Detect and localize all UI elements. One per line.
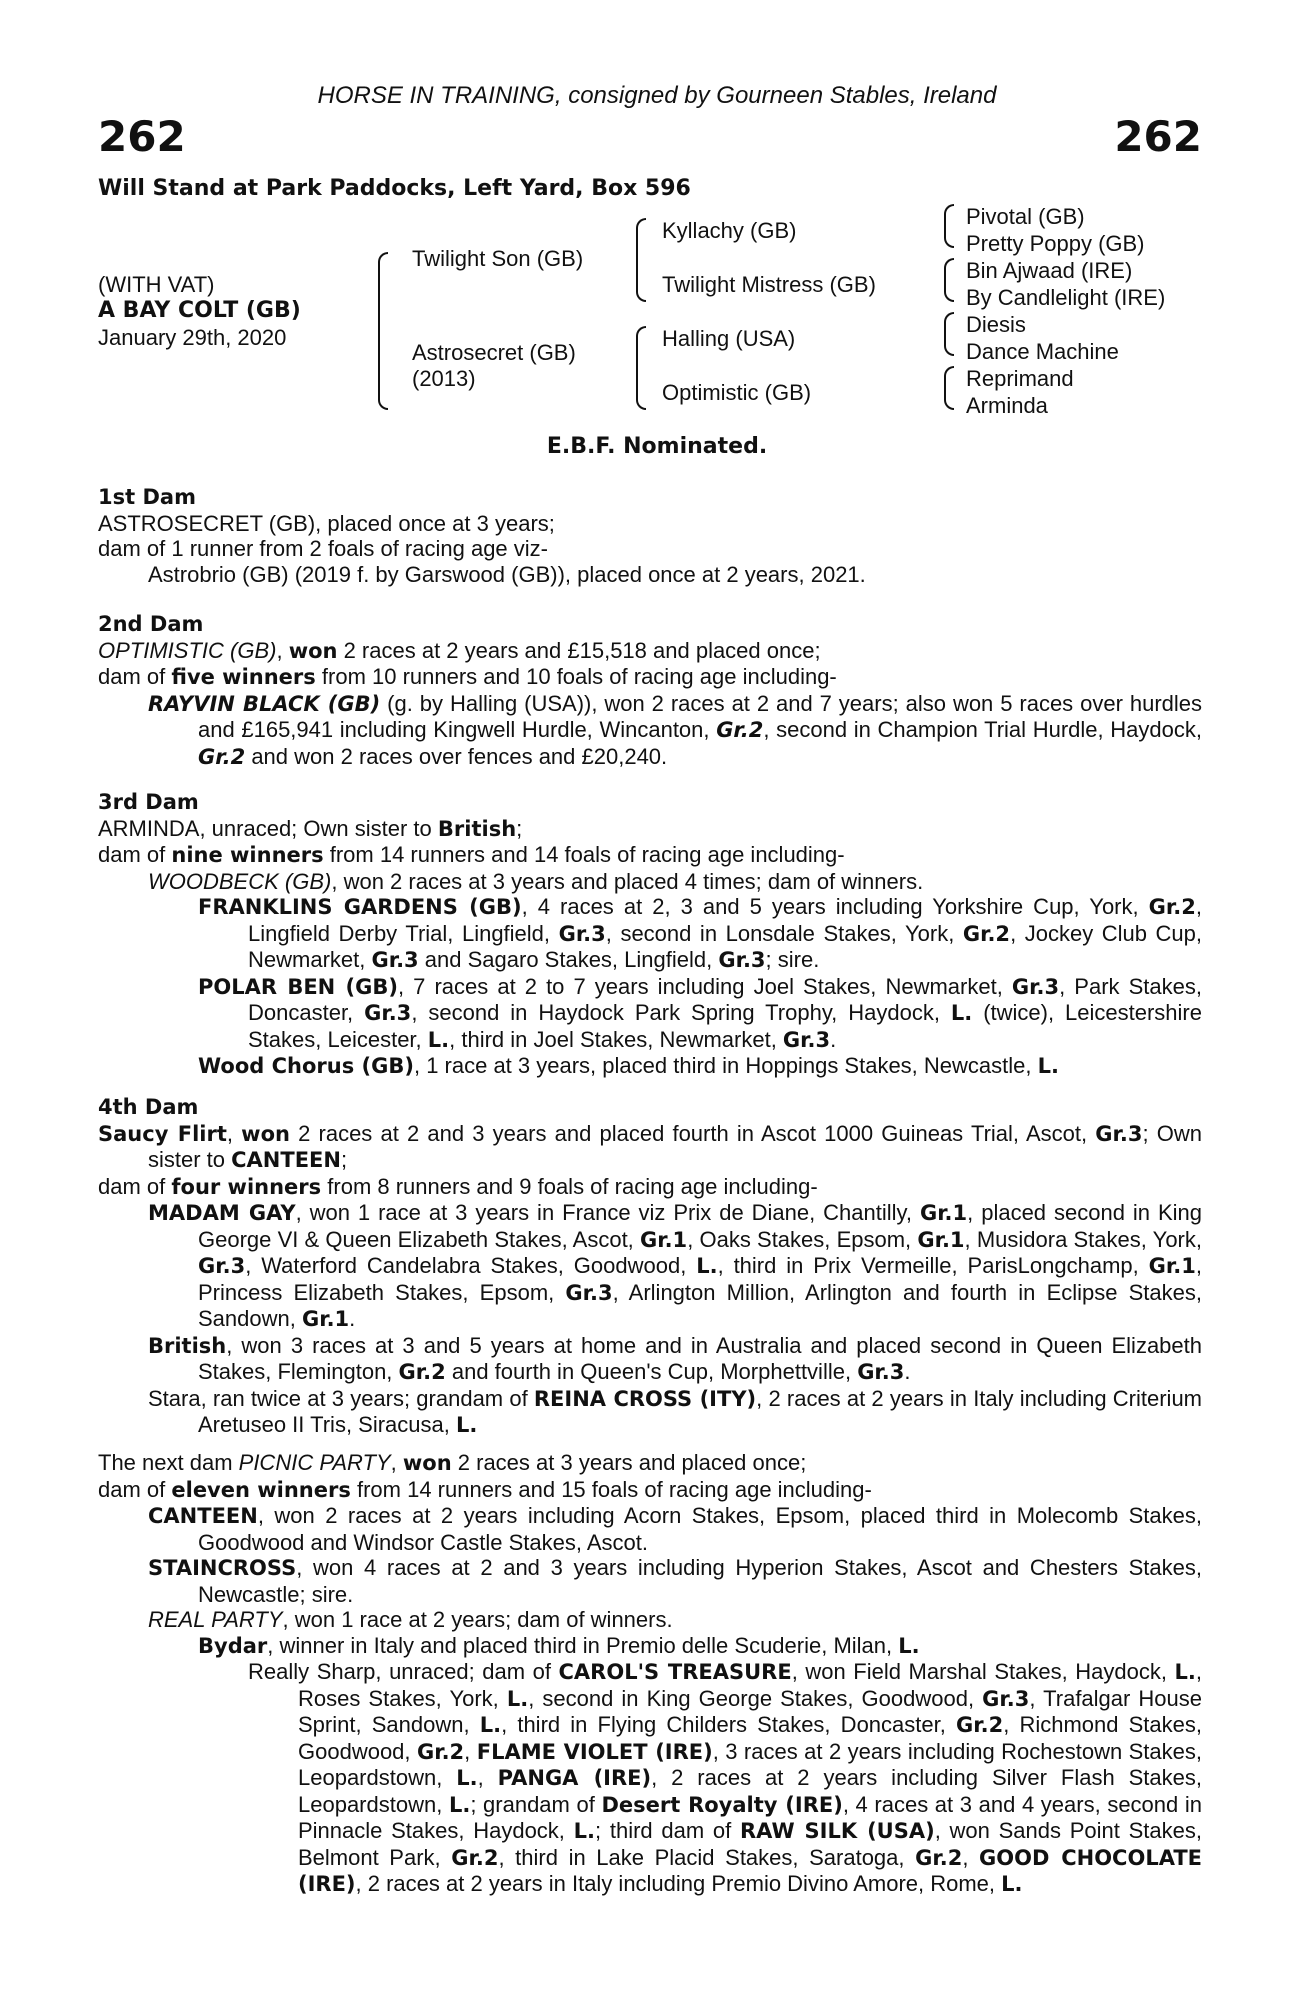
pedigree-brace-g2 — [944, 258, 954, 302]
produce-name: MADAM GAY — [148, 1201, 296, 1225]
lot-number-right: 262 — [1114, 112, 1202, 161]
produce-name: STAINCROSS — [148, 1556, 297, 1580]
produce-name: FRANKLINS GARDENS (GB) — [198, 895, 522, 919]
pedigree-dam: Astrosecret (GB) — [412, 340, 576, 365]
listed-label: L. — [950, 1001, 973, 1025]
text: , 7 races at 2 to 7 years including Joel Stakes, Newmarket, — [397, 973, 1012, 999]
second-dam-section — [98, 611, 1202, 770]
text: , won 1 race at 3 years in France viz Prix de Diane, Chantilly, — [295, 1200, 920, 1225]
grade-label: Gr.3 — [1011, 974, 1060, 999]
really-sharp-entry — [98, 1659, 1202, 1898]
grade-label: Gr.2 — [1148, 895, 1196, 919]
wood-chorus-entry — [98, 1053, 1202, 1080]
dam-name: Saucy Flirt — [98, 1121, 227, 1146]
first-dam-produce: Astrobrio (GB) (2019 f. by Garswood (GB)), placed once at 2 years, 2021. — [148, 561, 866, 587]
grade-label: Gr.2 — [962, 921, 1011, 946]
pedigree-brace-g4 — [944, 366, 954, 410]
text: dam of — [98, 664, 172, 689]
listed-label: L. — [427, 1027, 450, 1052]
text: , third in Prix Vermeille, ParisLongchamp, — [717, 1253, 1149, 1278]
listed-label: L. — [696, 1254, 718, 1278]
franklins-gardens-entry — [98, 894, 1202, 974]
fourth-dam-line1 — [98, 1121, 1202, 1174]
text: , Oaks Stakes, Epsom, — [687, 1226, 918, 1252]
pedigree-sire-sire: Kyllachy (GB) — [662, 218, 797, 243]
grade-label: Gr.3 — [371, 948, 419, 972]
fourth-dam-section — [98, 1094, 1202, 1439]
text: , third in Joel Stakes, Newmarket, — [449, 1026, 783, 1052]
listed-label: L. — [456, 1766, 478, 1790]
text: (g. by Halling (USA)), won 2 races at 2 and 7 years; also won 5 races over hurdles and £165,941 including Kingwell Hurdle, Wincanton, — [198, 690, 1202, 742]
won-label: won — [241, 1121, 290, 1146]
pedigree-brace-g1 — [944, 204, 954, 248]
text: , won 4 races at 2 and 3 years including Hyperion Stakes, Ascot and Chesters Stakes, Newcastle; sire. — [198, 1555, 1202, 1607]
first-dam-line1: ASTROSECRET (GB), placed once at 3 years; — [98, 510, 555, 536]
sibling-name: CANTEEN — [231, 1148, 341, 1172]
text: , Princess Elizabeth Stakes, Epsom, — [198, 1253, 1202, 1305]
text: from 10 runners and 10 foals of racing age including- — [315, 664, 837, 689]
horse-name: A BAY COLT (GB) — [98, 298, 301, 323]
pedigree-dam-sire: Halling (USA) — [662, 326, 796, 351]
produce-name: PANGA (IRE) — [497, 1766, 652, 1790]
text: , won 1 race at 2 years; dam of winners. — [282, 1607, 673, 1632]
catalogue-header: HORSE IN TRAINING, consigned by Gourneen Stables, Ireland — [317, 82, 997, 109]
second-dam-line1 — [98, 638, 1202, 665]
produce-name: CAROL'S TREASURE — [558, 1660, 792, 1684]
text: from 8 runners and 9 foals of racing age including- — [321, 1173, 818, 1199]
text: , placed second in King George VI & Queen Elizabeth Stakes, Ascot, — [198, 1200, 1202, 1252]
pedigree-gen3-5: Diesis — [966, 312, 1026, 337]
text: from 14 runners and 15 foals of racing age including- — [350, 1476, 872, 1502]
text: , winner in Italy and placed third in Premio delle Scuderie, Milan, — [267, 1632, 899, 1658]
grade-label: Gr.3 — [1095, 1121, 1143, 1146]
pedigree-gen3-6: Dance Machine — [966, 339, 1119, 364]
text: The next dam — [98, 1450, 239, 1475]
produce-name: RAW SILK (USA) — [739, 1819, 935, 1843]
grade-label: Gr.1 — [639, 1227, 688, 1252]
pedigree-dam-year: (2013) — [412, 366, 476, 391]
second-dam-heading: 2nd Dam — [98, 612, 204, 636]
text: , 3 races at 2 years including Rochestown Stakes, Leopardstown, — [298, 1738, 1202, 1790]
pedigree-brace-sire — [636, 218, 646, 302]
dam-name: PICNIC PARTY — [238, 1450, 391, 1475]
pedigree-dam-dam: Optimistic (GB) — [662, 380, 812, 405]
listed-label: L. — [1001, 1872, 1023, 1896]
pedigree-gen3-7: Reprimand — [966, 366, 1074, 391]
grade-label: Gr.2 — [716, 718, 764, 742]
text: from 14 runners and 14 foals of racing age including- — [323, 842, 845, 867]
fourth-dam-line2 — [98, 1174, 1202, 1201]
text: , — [962, 1844, 980, 1870]
third-dam-line2 — [98, 842, 1202, 869]
pedigree-sire: Twilight Son (GB) — [412, 246, 584, 271]
text: , second in Lonsdale Stakes, York, — [605, 920, 963, 946]
listed-label: L. — [448, 1792, 471, 1817]
text: , — [477, 1765, 498, 1790]
foaling-date: January 29th, 2020 — [98, 325, 287, 350]
next-dam-line2 — [98, 1477, 1202, 1504]
stara-entry — [98, 1386, 1202, 1439]
won-label: won — [402, 1451, 452, 1475]
text: , 2 races at 2 years in Italy including Criterium Aretuseo II Tris, Siracusa, — [198, 1385, 1203, 1437]
bydar-entry — [98, 1633, 1202, 1660]
text: , won 2 races at 2 years including Acorn Stakes, Epsom, placed third in Molecomb Stakes, Goodwood and Windsor Castle Stakes, Ascot. — [198, 1503, 1202, 1555]
winners-count: five winners — [171, 665, 316, 689]
produce-name: Wood Chorus (GB) — [198, 1054, 414, 1078]
text: ; Own sister to — [148, 1120, 1202, 1172]
pedigree-gen3-4: By Candlelight (IRE) — [966, 285, 1166, 310]
produce-name: WOODBECK (GB) — [148, 868, 332, 894]
grade-label: Gr.3 — [782, 1027, 831, 1052]
pedigree-gen3-2: Pretty Poppy (GB) — [966, 231, 1145, 256]
real-party-entry — [98, 1607, 1202, 1633]
staincross-entry — [98, 1555, 1202, 1607]
listed-label: L. — [506, 1686, 529, 1711]
text: , third in Lake Placid Stakes, Saratoga, — [498, 1844, 916, 1870]
text: Stara, ran twice at 3 years; grandam of — [148, 1385, 534, 1411]
winners-count: four winners — [171, 1174, 322, 1199]
third-dam-line1 — [98, 816, 1202, 843]
second-dam-name: OPTIMISTIC (GB) — [98, 637, 277, 663]
produce-name: Desert Royalty (IRE) — [601, 1792, 843, 1817]
text: 2 races at 2 and 3 years and placed fourth in Ascot 1000 Guineas Trial, Ascot, — [289, 1120, 1096, 1146]
text: , second in Champion Trial Hurdle, Haydock, — [763, 717, 1202, 742]
grade-label: Gr.3 — [565, 1280, 613, 1305]
text: , won Field Marshal Stakes, Haydock, — [791, 1659, 1175, 1684]
won-label: won — [288, 638, 338, 663]
grade-label: Gr.3 — [558, 921, 606, 946]
produce-name: REINA CROSS (ITY) — [533, 1386, 757, 1411]
madam-gay-entry — [98, 1200, 1202, 1333]
text: ; — [340, 1147, 348, 1172]
stand-location: Will Stand at Park Paddocks, Left Yard, Box 596 — [98, 176, 691, 201]
produce-name: Bydar — [198, 1633, 268, 1658]
text: , Waterford Candelabra Stakes, Goodwood, — [245, 1253, 697, 1278]
ebf-note: E.B.F. Nominated. — [546, 434, 768, 459]
text: dam of — [98, 1173, 172, 1199]
text: , second in King George Stakes, Goodwood, — [528, 1685, 983, 1711]
text: , 1 race at 3 years, placed third in Hoppings Stakes, Newcastle, — [413, 1053, 1038, 1078]
text: (twice), Leicestershire Stakes, Leicester, — [248, 1000, 1202, 1052]
third-dam-section — [98, 789, 1202, 1080]
polar-ben-entry — [98, 974, 1202, 1054]
grade-label: Gr.2 — [198, 744, 246, 769]
text: ; third dam of — [595, 1818, 740, 1843]
text: , won Sands Point Stakes, Belmont Park, — [298, 1818, 1202, 1870]
text: , Jockey Club Cup, Newmarket, — [248, 920, 1203, 972]
british-entry — [98, 1333, 1202, 1386]
woodbeck-entry — [98, 869, 1202, 895]
pedigree-brace-main — [378, 252, 388, 410]
listed-label: L. — [479, 1713, 502, 1737]
first-dam-line2: dam of 1 runner from 2 foals of racing age viz- — [98, 536, 548, 561]
text: dam of — [98, 842, 172, 867]
text: , Musidora Stakes, York, — [964, 1226, 1202, 1252]
pedigree-brace-g3 — [944, 312, 954, 356]
text: ; grandam of — [470, 1791, 602, 1817]
grade-label: Gr.2 — [451, 1845, 499, 1870]
lot-number-left: 262 — [98, 112, 186, 161]
text: . — [904, 1359, 911, 1384]
text: and won 2 races over fences and £20,240. — [245, 743, 668, 769]
canteen-entry — [98, 1503, 1202, 1555]
text: , second in Haydock Park Spring Trophy, Haydock, — [411, 1000, 951, 1025]
text: 2 races at 2 years and £15,518 and placed once; — [337, 637, 821, 663]
grade-label: Gr.2 — [956, 1713, 1004, 1737]
text: . — [830, 1026, 837, 1052]
text: , won 2 races at 3 years and placed 4 times; dam of winners. — [331, 868, 924, 894]
listed-label: L. — [1174, 1660, 1196, 1684]
grade-label: Gr.2 — [915, 1845, 963, 1870]
pedigree-brace-dam — [636, 326, 646, 410]
text: , 4 races at 3 and 4 years, second in Pinnacle Stakes, Haydock, — [298, 1791, 1203, 1843]
text: . — [349, 1306, 356, 1331]
third-dam-heading: 3rd Dam — [98, 790, 199, 814]
pedigree-sire-dam: Twilight Mistress (GB) — [662, 272, 876, 297]
produce-name: REAL PARTY — [148, 1607, 283, 1632]
grade-label: Gr.3 — [364, 1001, 412, 1025]
grade-label: Gr.2 — [398, 1360, 446, 1384]
text: , won 3 races at 3 and 5 years at home and in Australia and placed second in Queen Elizabeth Stakes, Flemington, — [198, 1332, 1202, 1384]
text: ; — [516, 815, 523, 841]
text: dam of — [98, 1476, 172, 1502]
second-dam-line2 — [98, 664, 1202, 691]
text: , — [464, 1738, 477, 1764]
text: , Arlington Million, Arlington and fourth in Eclipse Stakes, Sandown, — [198, 1279, 1203, 1331]
text: and Sagaro Stakes, Lingfield, — [418, 947, 719, 972]
winners-count: nine winners — [171, 843, 324, 867]
produce-name: POLAR BEN (GB) — [198, 974, 398, 999]
pedigree-gen3-3: Bin Ajwaad (IRE) — [966, 258, 1133, 283]
second-dam-produce — [98, 691, 1202, 771]
first-dam-heading: 1st Dam — [98, 485, 196, 509]
text: , — [276, 637, 289, 663]
text: , Trafalgar House Sprint, Sandown, — [298, 1685, 1203, 1737]
text: , Richmond Stakes, Goodwood, — [298, 1712, 1203, 1764]
text: , third in Flying Childers Stakes, Doncaster, — [501, 1712, 956, 1737]
text: ARMINDA, unraced; Own sister to — [98, 815, 438, 841]
grade-label: Gr.3 — [857, 1360, 905, 1384]
text: , Roses Stakes, York, — [298, 1659, 1203, 1711]
pedigree-gen3-1: Pivotal (GB) — [966, 204, 1085, 229]
next-dam-section — [98, 1450, 1202, 1898]
listed-label: L. — [455, 1413, 478, 1437]
sibling-name: British — [437, 816, 517, 841]
grade-label: Gr.1 — [917, 1227, 965, 1252]
vat-note: (WITH VAT) — [98, 272, 215, 297]
grade-label: Gr.3 — [982, 1686, 1030, 1711]
pedigree-gen3-8: Arminda — [966, 393, 1048, 418]
grade-label: Gr.3 — [198, 1254, 246, 1278]
listed-label: L. — [898, 1633, 920, 1658]
listed-label: L. — [573, 1819, 596, 1843]
text: , 2 races at 2 years in Italy including Premio Divino Amore, Rome, — [355, 1871, 1002, 1896]
text: , Park Stakes, Doncaster, — [248, 973, 1202, 1025]
grade-label: Gr.1 — [301, 1307, 350, 1331]
text: 2 races at 3 years and placed once; — [451, 1450, 807, 1475]
grade-label: Gr.1 — [1148, 1254, 1196, 1278]
text: and fourth in Queen's Cup, Morphettville, — [445, 1359, 858, 1384]
text: , 4 races at 2, 3 and 5 years including Yorkshire Cup, York, — [521, 894, 1149, 919]
text: ; sire. — [765, 947, 820, 972]
fourth-dam-heading: 4th Dam — [98, 1095, 199, 1119]
winners-count: eleven winners — [171, 1477, 351, 1502]
text: , 2 races at 2 years including Silver Flash Stakes, Leopardstown, — [298, 1765, 1202, 1817]
text: Really Sharp, unraced; dam of — [248, 1659, 559, 1684]
produce-name: RAYVIN BLACK (GB) — [148, 691, 381, 716]
first-dam-section — [98, 484, 1202, 587]
text: , Lingfield Derby Trial, Lingfield, — [248, 894, 1202, 946]
produce-name: CANTEEN — [148, 1504, 258, 1528]
produce-name: GOOD CHOCOLATE (IRE) — [298, 1845, 1202, 1896]
grade-label: Gr.2 — [416, 1739, 465, 1764]
grade-label: Gr.1 — [919, 1201, 968, 1225]
listed-label: L. — [1037, 1054, 1059, 1078]
grade-label: Gr.3 — [718, 948, 766, 972]
text: , — [390, 1450, 403, 1475]
text: , — [226, 1120, 242, 1146]
next-dam-line1 — [98, 1450, 1202, 1477]
produce-name: FLAME VIOLET (IRE) — [476, 1739, 713, 1764]
produce-name: British — [148, 1333, 227, 1358]
